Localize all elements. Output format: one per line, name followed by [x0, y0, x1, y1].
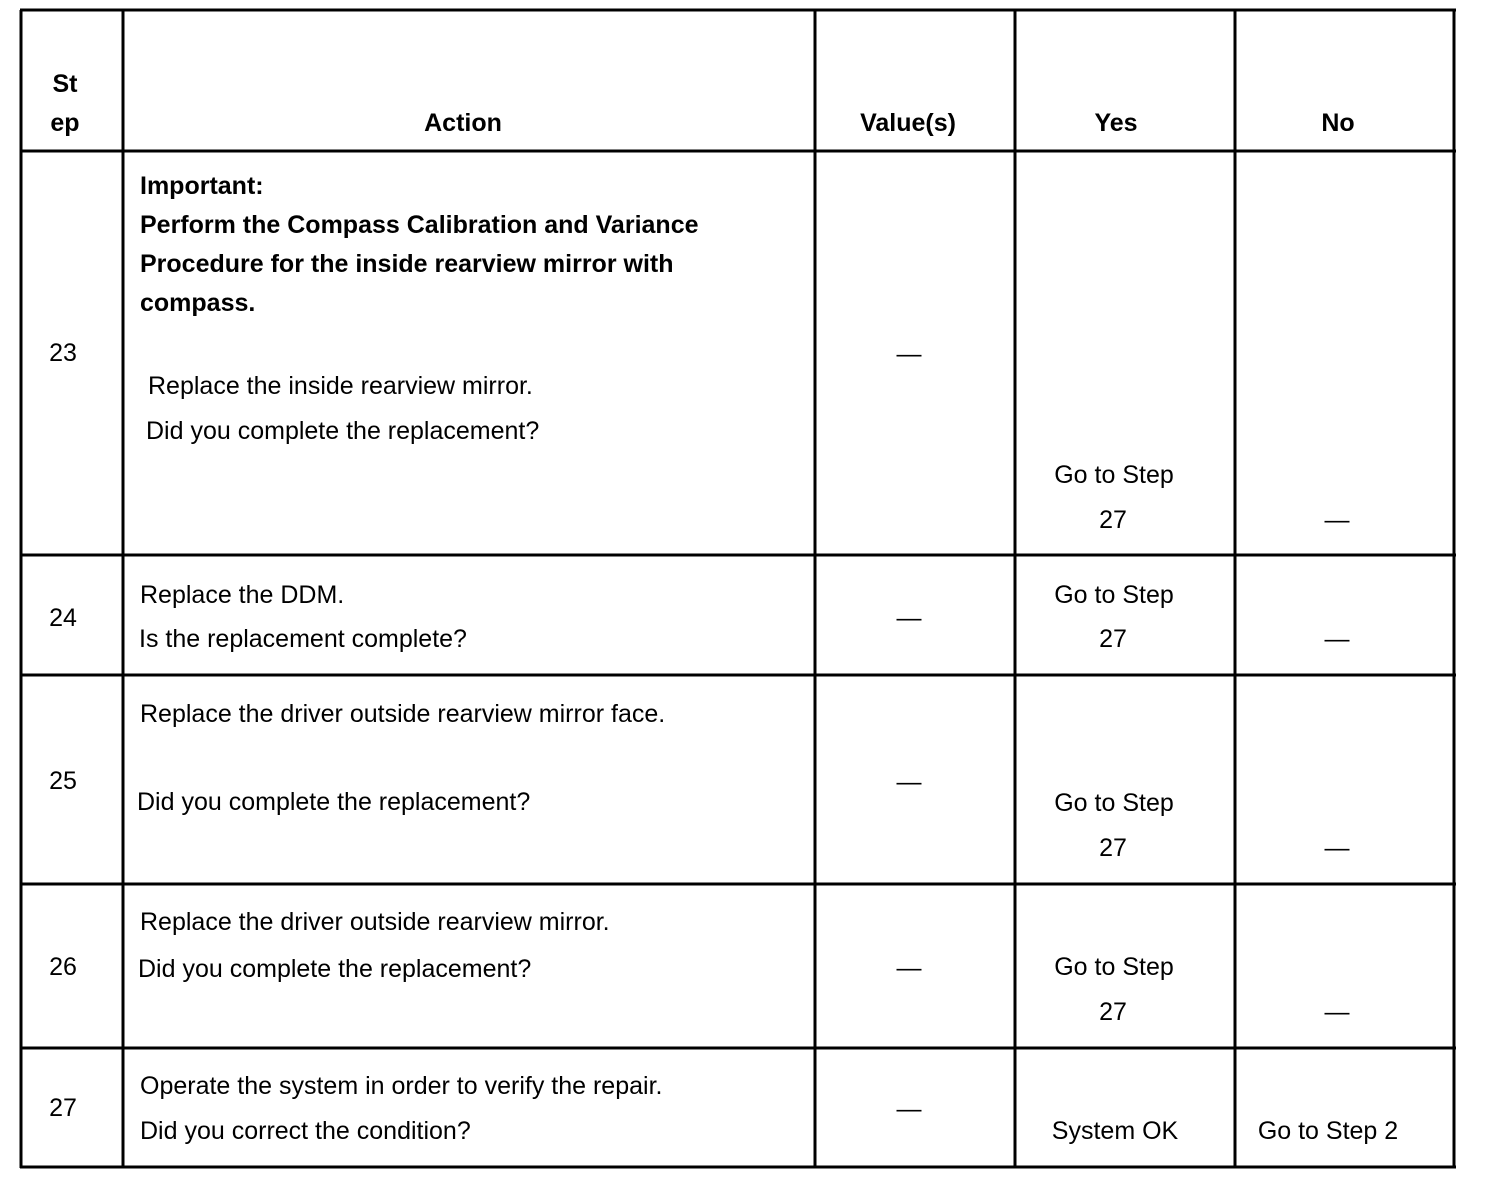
yes-cell-line2: 27	[1099, 834, 1127, 862]
no-cell: —	[1324, 625, 1350, 653]
value-cell: —	[896, 340, 922, 368]
header-step-line2: ep	[50, 109, 80, 137]
value-cell: —	[896, 604, 922, 632]
no-cell: —	[1324, 998, 1350, 1026]
important-line: compass.	[140, 289, 256, 317]
yes-cell-line2: 27	[1099, 625, 1127, 653]
important-line: Procedure for the inside rearview mirror with	[140, 250, 674, 278]
yes-cell: System OK	[1051, 1117, 1179, 1145]
action-question: Did you complete the replacement?	[138, 955, 532, 983]
header-step-line1: St	[52, 70, 78, 98]
yes-cell-line1: Go to Step	[1054, 461, 1174, 489]
yes-cell-line1: Go to Step	[1054, 953, 1174, 981]
step-number: 23	[49, 339, 77, 367]
no-cell: —	[1324, 506, 1350, 534]
step-number: 26	[49, 953, 77, 981]
action-line: Replace the driver outside rearview mirror.	[140, 908, 610, 936]
action-line: Operate the system in order to verify the repair.	[140, 1072, 663, 1100]
yes-cell-line1: Go to Step	[1054, 581, 1174, 609]
header-values: Value(s)	[860, 109, 956, 137]
header-yes: Yes	[1094, 109, 1138, 137]
step-number: 25	[49, 767, 77, 795]
no-cell: Go to Step 2	[1257, 1117, 1399, 1145]
no-cell: —	[1324, 834, 1350, 862]
header-no: No	[1321, 109, 1355, 137]
header-action: Action	[424, 109, 502, 137]
action-question: Did you complete the replacement?	[137, 788, 531, 816]
step-number: 27	[49, 1094, 77, 1122]
action-line: Replace the driver outside rearview mirror face.	[140, 700, 666, 728]
action-question: Is the replacement complete?	[139, 625, 467, 653]
action-line: Replace the DDM.	[140, 581, 345, 609]
important-line: Perform the Compass Calibration and Variance	[140, 211, 699, 239]
value-cell: —	[896, 768, 922, 796]
important-label: Important:	[140, 172, 264, 200]
yes-cell-line2: 27	[1099, 998, 1127, 1026]
action-question: Did you correct the condition?	[140, 1117, 471, 1145]
yes-cell-line2: 27	[1099, 506, 1127, 534]
action-question: Did you complete the replacement?	[146, 417, 540, 445]
value-cell: —	[896, 954, 922, 982]
step-number: 24	[49, 604, 77, 632]
value-cell: —	[896, 1095, 922, 1123]
yes-cell-line1: Go to Step	[1054, 789, 1174, 817]
action-line: Replace the inside rearview mirror.	[148, 372, 533, 400]
